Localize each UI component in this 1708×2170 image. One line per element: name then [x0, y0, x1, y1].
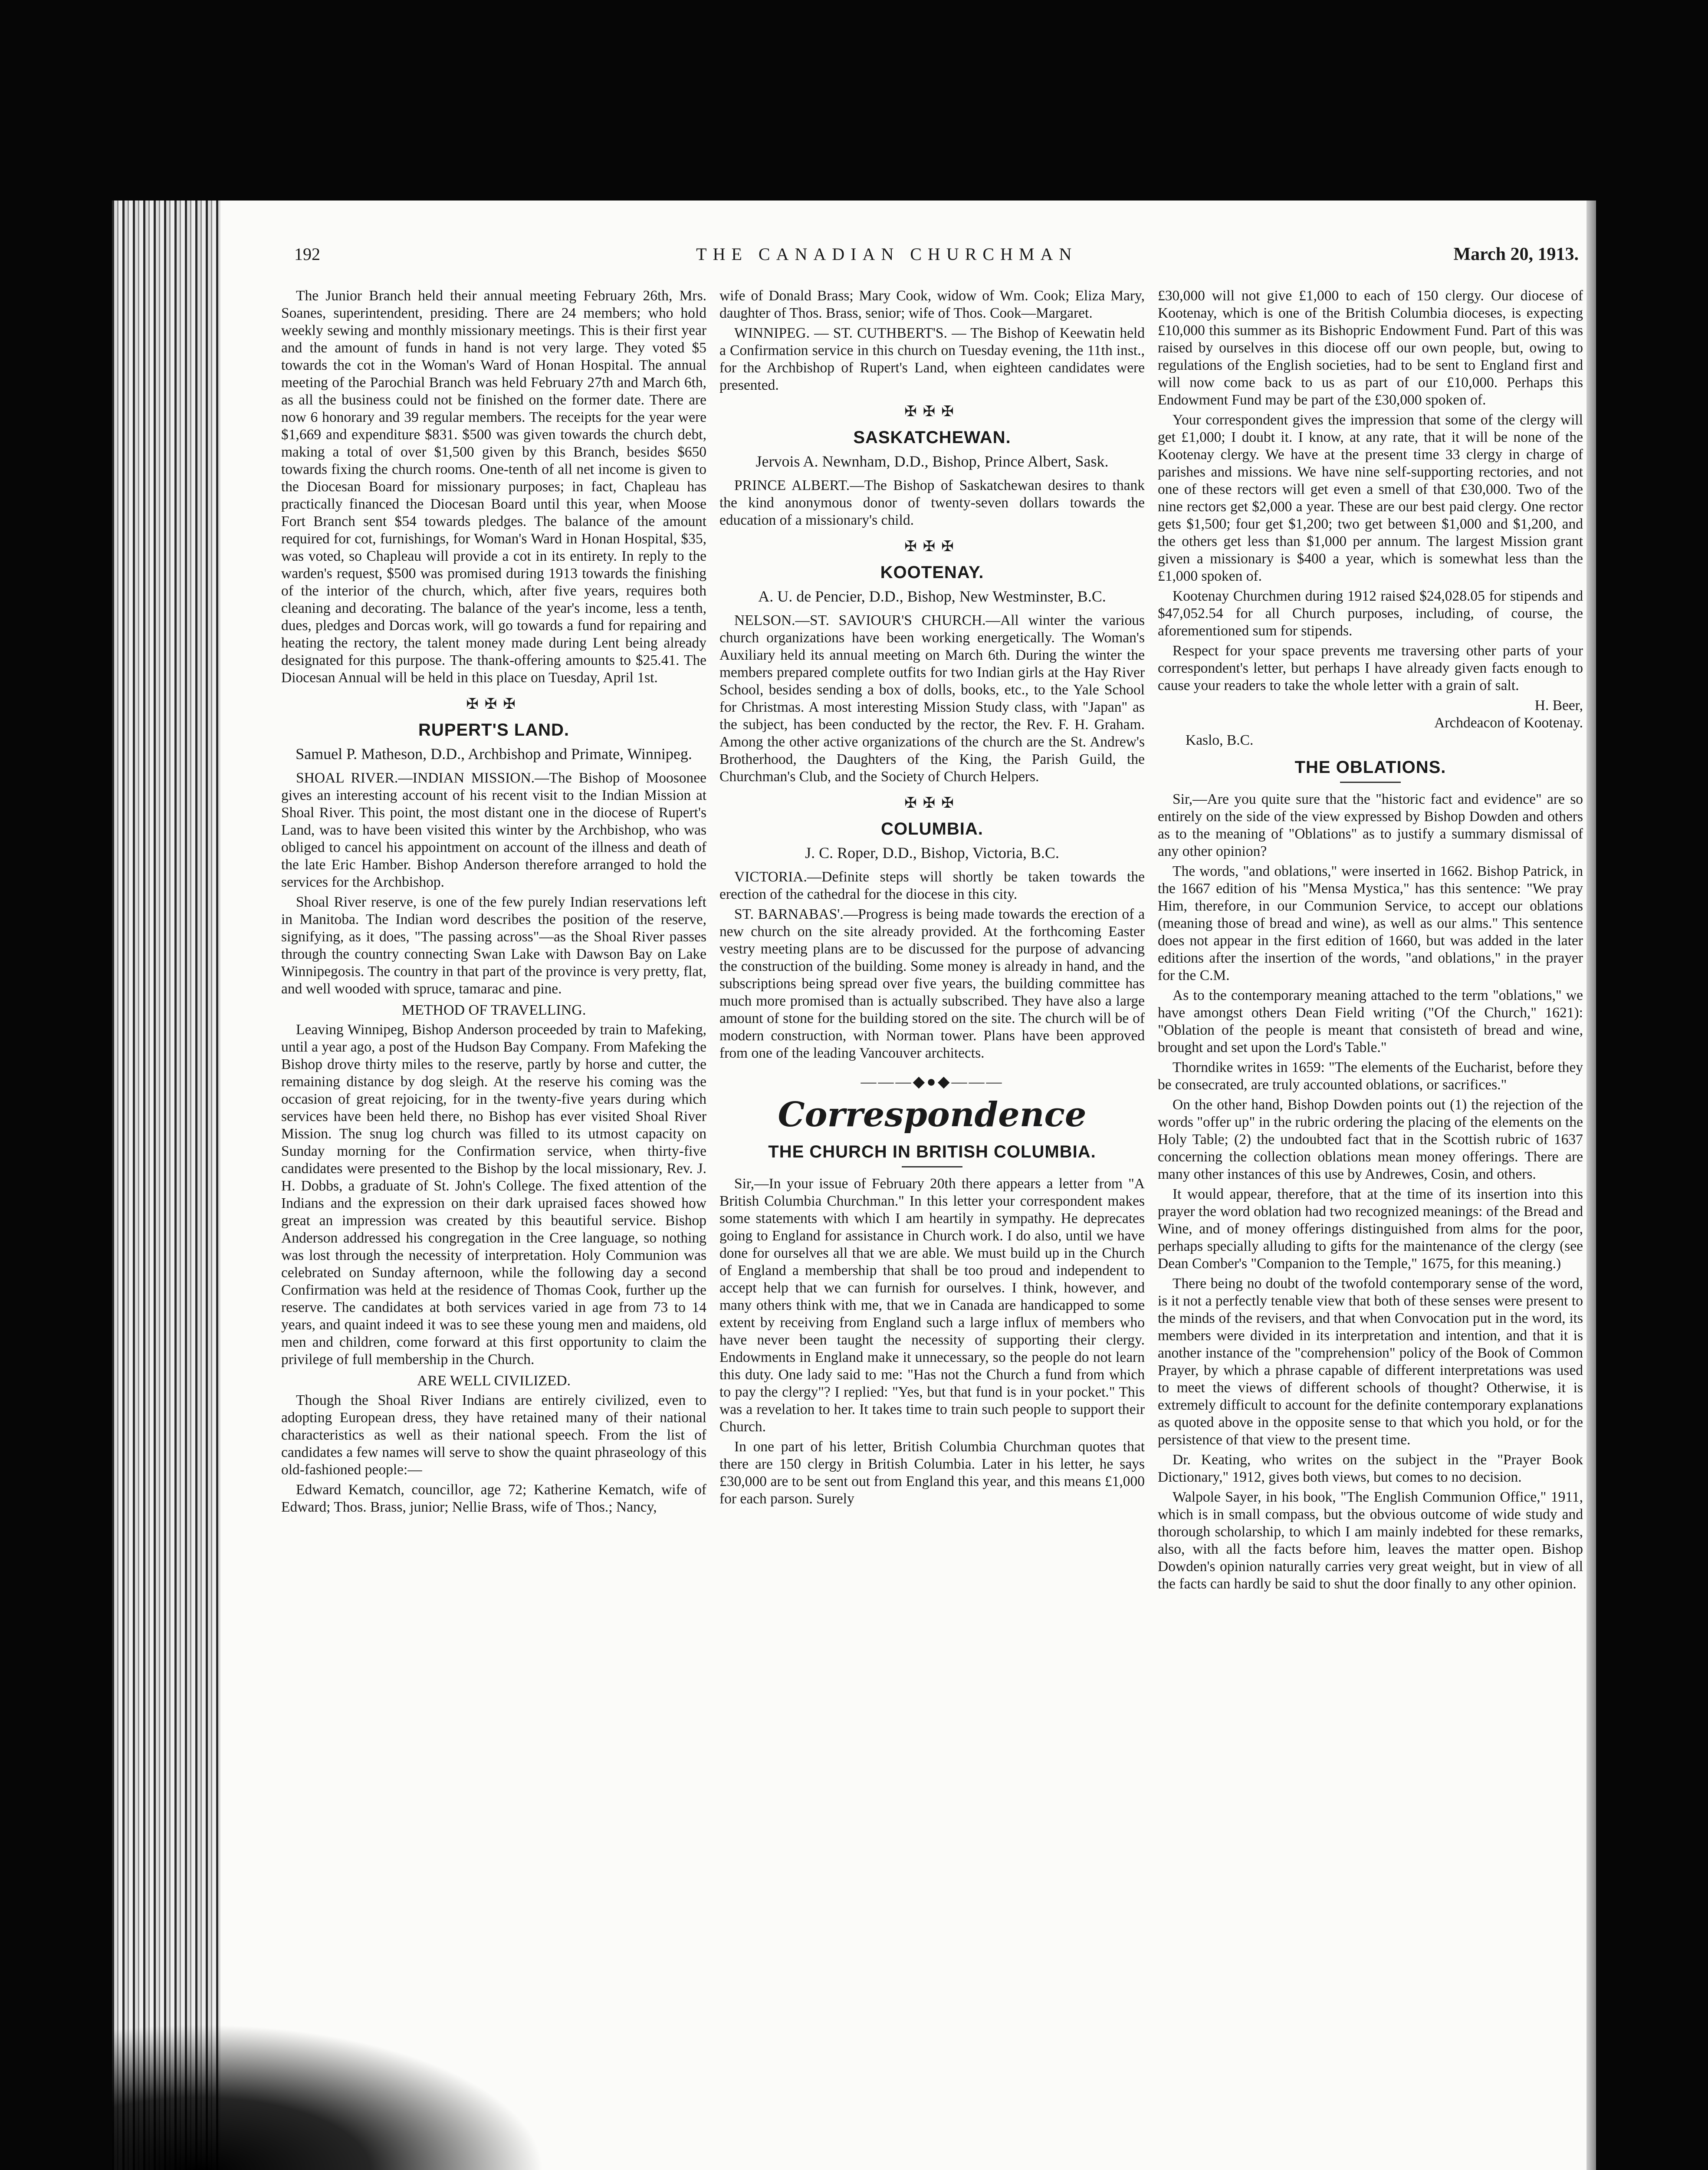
paragraph-oblations-9: Walpole Sayer, in his book, "The English Communion Office," 1911, which is in small compass, but the obvious outcome of wide study and thorough scholarship, to which I am mainly indebted for these remarks, also, with all the facts before him, leaves the matter open. Bishop Dowden's opinion naturally carries very great weight, but in view of all the facts can hardly be said to shut the door finally to any other opinion.: [1158, 1489, 1583, 1592]
paragraph-civilized: Though the Shoal River Indians are entirely civilized, even to adopting European dress, they have retained many of their national characteristics as well as their national speech. From the list of candidates a few names will serve to show the quaint phraseology of this old-fashioned people:—: [281, 1392, 706, 1478]
paragraph-respect: Respect for your space prevents me traversing other parts of your correspondent's letter, but perhaps I have already given facts enough to cause your readers to take the whole letter with a grain of salt.: [1158, 643, 1583, 694]
paragraph-nelson: NELSON.—ST. SAVIOUR'S CHURCH.—All winter the various church organizations have been working energetically. The Woman's Auxiliary held its annual meeting on March 6th. During the winter the members prepared complete outfits for two Indian girls at the Hay River School, besides sending a box of dolls, books, etc., to the Yale School for Christmas. A most interesting Mission Study class, with "Japan" as the subject, has been conducted by the rector, the Rev. F. H. Graham. Among the other active organizations of the church are the St. Andrew's Brotherhood, the Daughters of the King, the Parish Guild, the Churchman's Club, and the Society of Church Helpers.: [719, 612, 1145, 785]
heading-civilized: ARE WELL CIVILIZED.: [417, 1373, 571, 1389]
paragraph-junior-branch: The Junior Branch held their annual meeting February 26th, Mrs. Soanes, superintendent, presiding. There are 24 members; who hold weekly sewing and monthly missionary meetings. This is their first year and the amount of funds in hand is not very large. They voted $5 towards the cot in the Woman's Ward of Honan Hospital. The annual meeting of the Parochial Branch was held February 27th and March 6th, as all the business could not be finished on the former date. There are now 6 honorary and 39 regular members. The receipts for the year were $1,669 and expenditure $831. $500 was given towards the church debt, making a total of over $1,500 given by this Branch, besides $650 towards fixing the church rooms. One-tenth of all net income is given to the Diocesan Board for missionary purposes; in fact, Chapleau has practically financed the Diocesan Board until this year, when Moose Fort Branch sent $54 towards pledges. The balance of the amount required for cot, furnishings, for Woman's Ward in Honan Hospital, $35, was voted, so Chapleau will provide a cot in its entirety. In reply to the warden's request, $500 was promised during 1913 towards the finishing of the interior of the church, which, after five years, requires both cleaning and decorating. The balance of the year's income, less a tenth, dues, pledges and Dorcas work, will go towards a fund for repairing and heating the rectory, the talent money made during Lent being already designated for this purpose. The thank-offering amounts to $25.41. The Diocesan Annual will be held in this place on Tuesday, April 1st.: [281, 288, 706, 686]
column-2: [719, 287, 1145, 2154]
book-gutter: [1586, 201, 1596, 2170]
decorative-flourish: ———◆●◆———: [861, 1073, 1004, 1090]
paragraph-names-continued: wife of Donald Brass; Mary Cook, widow of Wm. Cook; Eliza Mary, daughter of Thos. Brass, senior; wife of Thos. Cook—Margaret.: [719, 288, 1145, 321]
paragraph-st-barnabas: ST. BARNABAS'.—Progress is being made towards the erection of a new church on the site already provided. At the forthcoming Easter vestry meeting plans are to be discussed for the purpose of advancing the construction of the building. Some money is already in hand, and the subscriptions being spread over five years, the building committee has much more promised than is actually subscribed. They have also a large amount of stone for the building stored on the site. The church will be of modern construction, with Norman tower. Plans have been approved from one of the leading Vancouver architects.: [719, 906, 1145, 1061]
paragraph-letter-continued: £30,000 will not give £1,000 to each of 150 clergy. Our diocese of Kootenay, which is one of the British Columbia dioceses, is expecting £10,000 this summer as its Bishopric Endowment Fund. Part of this was raised by ourselves in this diocese off our own people, but, owing to regulations of the English societies, had to be sent to England first and will now come back to us as part of our £10,000. Perhaps this Endowment Fund may be part of the £30,000 spoken of.: [1158, 288, 1583, 408]
signature-title: Archdeacon of Kootenay.: [1434, 715, 1583, 731]
heading-columbia: COLUMBIA.: [881, 819, 983, 838]
paragraph-kootenay-churchmen: Kootenay Churchmen during 1912 raised $24,028.05 for stipends and $47,052.54 for all Church purposes, including, of course, the aforementioned sum for stipends.: [1158, 588, 1583, 639]
paragraph-correspondent: Your correspondent gives the impression that some of the clergy will get £1,000; I doubt it. I know, at any rate, that it will be none of the Kootenay clergy. We have at the present time 33 clergy in charge of parishes and missions. We have nine self-supporting rectories, and not one of these rectors will get even a smell of that £30,000. Two of the nine rectors get $2,000 a year. These are our best paid clergy. One rector gets $1,500; four get $1,200; two get between $1,000 and $1,200, and the others get less than $1,000 per annum. The largest Mission grant given a missionary is $400 a year, which is somewhat less than the £1,000 spoken of.: [1158, 412, 1583, 584]
heading-kootenay: KOOTENAY.: [880, 563, 984, 582]
paragraph-shoal-river: SHOAL RIVER.—INDIAN MISSION.—The Bishop of Moosonee gives an interesting account of his recent visit to the Indian Mission at Shoal River. This point, the most distant one in the diocese of Rupert's Land, was to have been visited this winter by the Archbishop, who was obliged to cancel his appointment on account of the illness and death of the late Eric Hamber. Bishop Anderson therefore arranged to hold the services for the Archbishop.: [281, 770, 706, 890]
paragraph-oblations-2: The words, "and oblations," were inserted in 1662. Bishop Patrick, in the 1667 edition of his "Mensa Mystica," has this sentence: "We pray Him, therefore, in our Communion Service, to accept our oblations (meaning those of bread and wine), as well as our alms." This sentence does not appear in the first edition of 1660, but was added in the later editions after the insertion of the words, "and oblations," in the prayer for the C.M.: [1158, 863, 1583, 983]
paragraph-winnipeg: WINNIPEG. — ST. CUTHBERT'S. — The Bishop of Keewatin held a Confirmation service in this church on Tuesday evening, the 11th inst., for the Archbishop of Rupert's Land, when eighteen candidates were presented.: [719, 325, 1145, 393]
section-ornament: ✠✠✠: [904, 795, 960, 811]
running-title: THE CANADIAN CHURCHMAN: [696, 244, 1078, 264]
section-ornament: ✠✠✠: [466, 696, 522, 712]
letter-place: Kaslo, B.C.: [1186, 732, 1254, 748]
paragraph-oblations-3: As to the contemporary meaning attached to the term "oblations," we have amongst others Dean Field writing ("Of the Church," 1621): "Oblation of the people is meant that consisteth of bread and wine, brought and set upon the Lord's Table.": [1158, 987, 1583, 1055]
heading-correspondence: Correspondence: [778, 1095, 1087, 1134]
issue-date: March 20, 1913.: [1453, 244, 1579, 264]
bishop-saskatchewan: Jervois A. Newnham, D.D., Bishop, Prince Albert, Sask.: [755, 453, 1109, 470]
bishop-ruperts-land: Samuel P. Matheson, D.D., Archbishop and Primate, Winnipeg.: [296, 745, 692, 763]
paragraph-travelling: Leaving Winnipeg, Bishop Anderson proceeded by train to Mafeking, until a year ago, a post of the Hudson Bay Company. From Mafeking the Bishop drove thirty miles to the reserve, partly by horse and cutter, the remaining distance by dog sleigh. At the reserve his coming was the occasion of great rejoicing, for in the twenty-five years during which services have been held there, no Bishop has ever visited Shoal River Mission. The snug log church was filled to its utmost capacity on Sunday morning for the Confirmation service, when thirty-five candidates were presented to the Bishop by the local missionary, Rev. J. H. Dobbs, a graduate of St. John's College. The fixed attention of the Indians and the expression on their dark upraised faces showed how great an impression was created by this beautiful service. Bishop Anderson addressed his congregation in the Cree language, so nothing was lost through the necessity of interpretation. Holy Communion was celebrated on Sunday afternoon, while the following day a second Confirmation was held at the residence of Thomas Cook, further up the reserve. The candidates at both services varied in age from 73 to 14 years, and quaint indeed it was to see these young men and maidens, old men and children, come forward at this first opportunity to claim the privilege of full membership in the Church.: [281, 1022, 706, 1368]
paragraph-oblations-5: On the other hand, Bishop Dowden points out (1) the rejection of the words "offer up" in the rubric ordering the placing of the elements on the Holy Table; (2) the undoubted fact that in the Scottish rubric of 1637 concerning the collection oblations mean money offerings. There are many other instances of this use by Andrewes, Cosin, and others.: [1158, 1097, 1583, 1182]
divider-rule: [902, 1166, 962, 1167]
heading-oblations: THE OBLATIONS.: [1294, 758, 1446, 777]
paragraph-oblations-4: Thorndike writes in 1659: "The elements of the Eucharist, before they be consecrated, are truly accounted oblations, or sacrifices.": [1158, 1059, 1583, 1093]
article-columns: [281, 287, 1583, 2154]
paragraph-oblations-1: Sir,—Are you quite sure that the "historic fact and evidence" are so entirely on the side of the view expressed by Bishop Dowden and others as to the meaning of "Oblations" as to justify a summary dismissal of any other opinion?: [1158, 791, 1583, 859]
bishop-kootenay: A. U. de Pencier, D.D., Bishop, New Westminster, B.C.: [758, 588, 1106, 605]
paragraph-letter-1: Sir,—In your issue of February 20th there appears a letter from "A British Columbia Churchman." In this letter your correspondent makes some statements with which I am heartily in sympathy. He deprecates going to England for assistance in Church work. I do also, until we have done for ourselves all that we are able. We must build up in the Church of England a membership that shall be too proud and independent to accept help that we can furnish for ourselves. I think, however, and many others think with me, that we in Canada are handicapped to some extent by receiving from England such a large influx of members who have never been taught the necessity of supporting their clergy. Endowments in England make it unnecessary, so the people do not learn this duty. One lady said to me: "Has not the Church a fund from which to pay the clergy"? I replied: "Yes, but that fund is in your pocket." This was a revelation to her. It takes time to train such people to support their Church.: [719, 1176, 1145, 1435]
heading-travelling: METHOD OF TRAVELLING.: [401, 1002, 586, 1018]
paragraph-oblations-8: Dr. Keating, who writes on the subject in the "Prayer Book Dictionary," 1912, gives both views, but comes to no decision.: [1158, 1452, 1583, 1485]
heading-church-british-columbia: THE CHURCH IN BRITISH COLUMBIA.: [768, 1142, 1096, 1161]
paragraph-names: Edward Kematch, councillor, age 72; Katherine Kematch, wife of Edward; Thos. Brass, junior; Nellie Brass, wife of Thos.; Nancy,: [281, 1482, 706, 1515]
scanned-page: [112, 201, 1596, 2170]
paragraph-letter-2: In one part of his letter, British Columbia Churchman quotes that there are 150 clergy in British Columbia. Later in his letter, he says £30,000 are to be sent out from England this year, and this means £1,000 for each parson. Surely: [719, 1439, 1145, 1507]
paragraph-victoria: VICTORIA.—Definite steps will shortly be taken towards the erection of the cathedral for the diocese in this city.: [719, 869, 1145, 902]
bishop-columbia: J. C. Roper, D.D., Bishop, Victoria, B.C.: [805, 844, 1059, 861]
heading-ruperts-land: RUPERT'S LAND.: [418, 720, 569, 740]
heading-saskatchewan: SASKATCHEWAN.: [853, 428, 1011, 447]
divider-rule: [1340, 782, 1401, 783]
section-ornament: ✠✠✠: [904, 404, 960, 420]
column-1: [281, 287, 706, 2154]
page-number: 192: [294, 244, 320, 264]
paragraph-oblations-7: There being no doubt of the twofold contemporary sense of the word, is it not a perfectly tenable view that both of these senses were present to the minds of the revisers, and that when Convocation put in the word, its members were divided in its interpretation and intention, and that it is another instance of the "comprehension" policy of the Book of Common Prayer, by which a phrase capable of different interpretations was used to meet the views of different schools of thought? Otherwise, it is extremely difficult to account for the definite contemporary explanations as quoted above in the opposite sense to that which you hold, or for the persistence of that view to the present time.: [1158, 1276, 1583, 1448]
paragraph-prince-albert: PRINCE ALBERT.—The Bishop of Saskatchewan desires to thank the kind anonymous donor of twenty-seven dollars towards the education of a missionary's child.: [719, 477, 1145, 528]
section-ornament: ✠✠✠: [904, 539, 960, 555]
paragraph-oblations-6: It would appear, therefore, that at the time of its insertion into this prayer the word oblation had two recognized meanings: of the Bread and Wine, and of money offerings distinguished from alms for the poor, perhaps specially alluding to gifts for the maintenance of the clergy (see Dean Comber's "Companion to the Temple," 1675, for this meaning.): [1158, 1186, 1583, 1272]
paragraph-reserve: Shoal River reserve, is one of the few purely Indian reservations left in Manitoba. The Indian word describes the position of the reserve, signifying, as it does, "The passing across"—as the Shoal River passes through the country connecting Swan Lake with Dawson Bay on Lake Winnipegosis. The country in that part of the province is very pretty, flat, and well wooded with spruce, tamarac and pine.: [281, 894, 706, 997]
page-header: [294, 244, 1579, 279]
column-3: [1158, 287, 1583, 2154]
signature-name: H. Beer,: [1534, 697, 1583, 713]
